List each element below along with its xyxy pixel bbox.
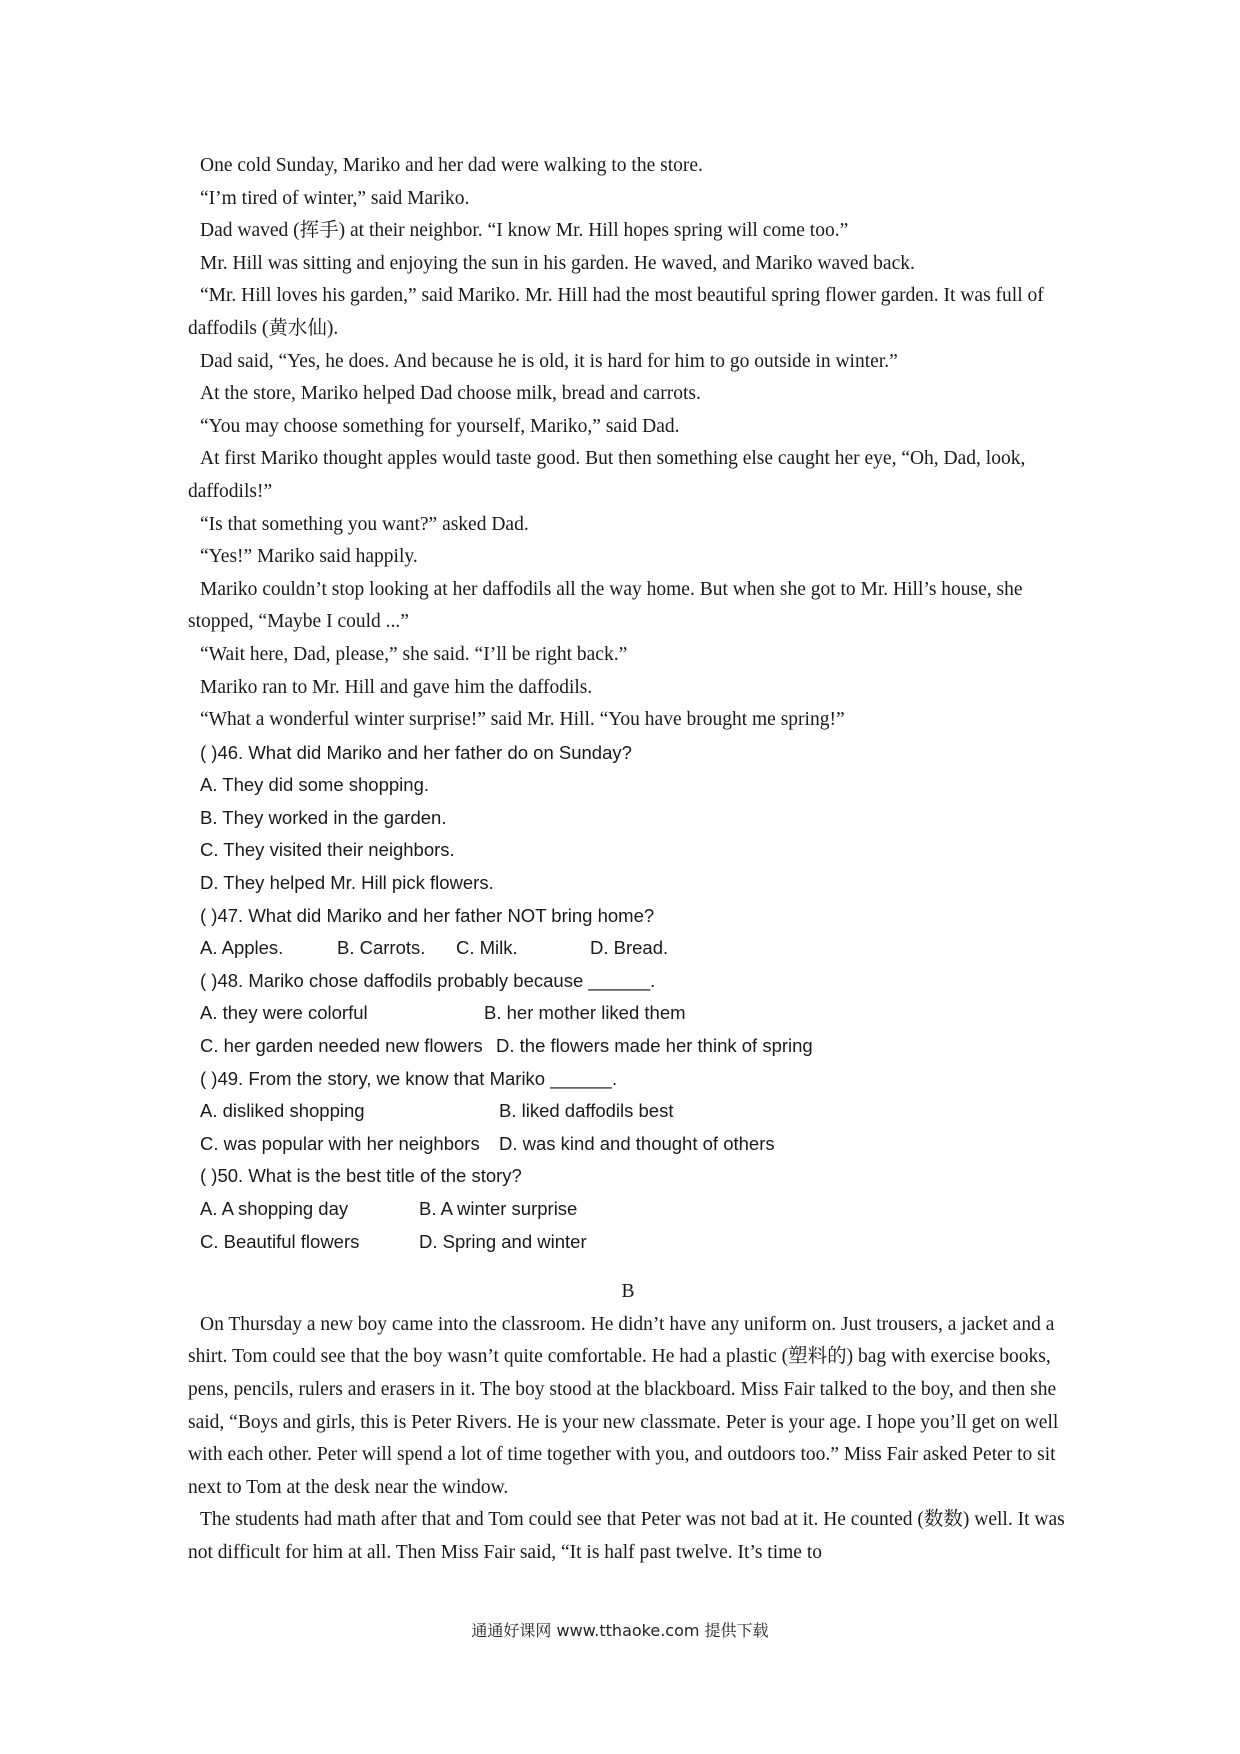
footer-watermark: 通通好课网 www.tthaoke.com 提供下载 — [471, 1621, 769, 1640]
q49-options-row-2 — [188, 1128, 1068, 1161]
q47-option-c: C. Milk. — [456, 937, 518, 959]
q46-option-a: A. They did some shopping. — [200, 774, 429, 796]
story-paragraph: Dad said, “Yes, he does. And because he is old, it is hard for him to go outside in winter.” — [200, 350, 898, 372]
q50-option-a: A. A shopping day — [200, 1198, 349, 1219]
story-paragraph: “Is that something you want?” asked Dad. — [200, 513, 529, 535]
q47-option-d: D. Bread. — [590, 937, 669, 959]
story-paragraph: “What a wonderful winter surprise!” said Mr. Hill. “You have brought me spring!” — [200, 709, 845, 731]
q49-option-a: A. disliked shopping — [200, 1100, 365, 1122]
q46-option-b: B. They worked in the garden. — [200, 806, 447, 828]
section-b-paragraph: The students had math after that and Tom could see that Peter was not bad at it. He counted (数数) well. It was not difficult for him at all. Then Miss Fair said, “It is half past twelve. It’s time to — [188, 1509, 1065, 1563]
story-paragraph: “You may choose something for yourself, Mariko,” said Dad. — [200, 415, 680, 437]
q50-options-row-1 — [188, 1193, 1068, 1226]
question-50-stem: ( )50. What is the best title of the story? — [200, 1165, 522, 1187]
story-paragraph: “Mr. Hill loves his garden,” said Mariko. Mr. Hill had the most beautiful spring flower garden. It was full of daffodils (黄水仙). — [188, 285, 1044, 339]
q48-option-c: C. her garden needed new flowers — [200, 1035, 483, 1057]
q50-option-d: D. Spring and winter — [419, 1230, 587, 1252]
story-paragraph: Mariko couldn’t stop looking at her daffodils all the way home. But when she got to Mr. Hill’s house, she stopped, “Maybe I could ...” — [188, 578, 1023, 633]
story-paragraph: Mr. Hill was sitting and enjoying the sun in his garden. He waved, and Mariko waved back. — [200, 252, 915, 274]
story-paragraph: Dad waved (挥手) at their neighbor. “I know Mr. Hill hopes spring will come too.” — [200, 220, 849, 242]
q48-option-d: D. the flowers made her think of spring — [496, 1035, 813, 1057]
question-47-stem: ( )47. What did Mariko and her father NOT bring home? — [200, 904, 655, 926]
question-49-stem: ( )49. From the story, we know that Mariko ______. — [200, 1067, 618, 1089]
question-48-stem: ( )48. Mariko chose daffodils probably because ______. — [200, 969, 656, 991]
q49-option-b: B. liked daffodils best — [499, 1100, 674, 1122]
q47-option-a: A. Apples. — [200, 937, 284, 959]
story-paragraph: One cold Sunday, Mariko and her dad were walking to the store. — [200, 155, 703, 176]
story-paragraph: At the store, Mariko helped Dad choose milk, bread and carrots. — [200, 383, 701, 405]
q46-option-c: C. They visited their neighbors. — [200, 839, 455, 861]
story-paragraph: “Wait here, Dad, please,” she said. “I’ll be right back.” — [200, 643, 628, 665]
story-paragraph: Mariko ran to Mr. Hill and gave him the daffodils. — [200, 676, 593, 698]
q49-option-d: D. was kind and thought of others — [499, 1132, 775, 1154]
passage-text — [188, 150, 1068, 1570]
q48-options-row-2 — [188, 1030, 1068, 1063]
q49-options-row-1 — [188, 1095, 1068, 1128]
q48-options-row-1 — [188, 997, 1068, 1030]
q50-options-row-2 — [188, 1226, 1068, 1259]
question-46-stem: ( )46. What did Mariko and her father do on Sunday? — [200, 741, 632, 763]
q49-option-c: C. was popular with her neighbors — [200, 1132, 480, 1154]
q47-option-b: B. Carrots. — [337, 937, 426, 959]
story-paragraph: At first Mariko thought apples would taste good. But then something else caught her eye, “Oh, Dad, look, daffodils!” — [188, 448, 1026, 502]
q48-option-b: B. her mother liked them — [484, 1002, 686, 1024]
story-paragraph: “Yes!” Mariko said happily. — [200, 546, 418, 568]
q50-option-b: B. A winter surprise — [419, 1198, 578, 1219]
q46-option-d: D. They helped Mr. Hill pick flowers. — [200, 872, 494, 894]
section-gap — [188, 1258, 1068, 1276]
q48-option-a: A. they were colorful — [200, 1002, 368, 1024]
story-paragraph: “I’m tired of winter,” said Mariko. — [200, 187, 470, 209]
section-b-title: B — [621, 1281, 635, 1303]
q47-options-row — [188, 932, 1068, 965]
section-b-paragraph: On Thursday a new boy came into the classroom. He didn’t have any uniform on. Just trousers, a jacket and a shirt. Tom could see that the boy wasn’t quite comfortable. He had a plastic (塑料的) bag with exercise books, pens, pencils, rulers and erasers in it. The boy stood at the blackboard. Miss Fair talked to the boy, and then she said, “Boys and girls, this is Peter Rivers. He is your new classmate. Peter is your age. I hope you’ll get on well with each other. Peter will spend a lot of time together with you, and outdoors too.” Miss Fair asked Peter to sit next to Tom at the desk near the window. — [188, 1313, 1059, 1498]
q50-option-c: C. Beautiful flowers — [200, 1230, 360, 1252]
